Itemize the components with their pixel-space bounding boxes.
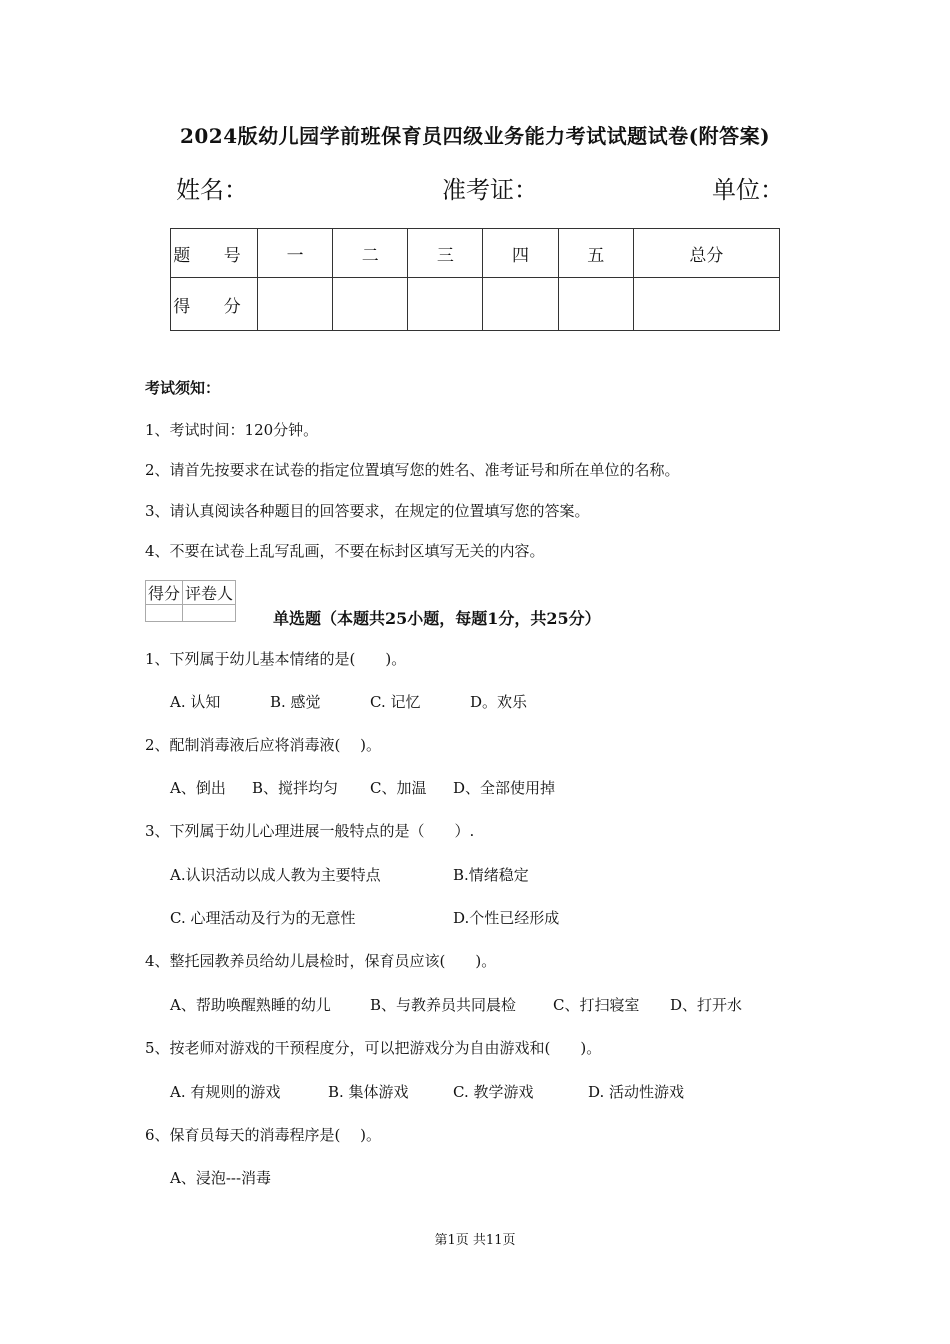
question-option[interactable]: A. 认知 xyxy=(170,693,221,711)
question-option[interactable]: B.情绪稳定 xyxy=(453,866,529,884)
score-table xyxy=(170,228,780,331)
question-option[interactable]: C、加温 xyxy=(370,779,427,797)
grader-box xyxy=(145,580,236,622)
unit-label: 单位： xyxy=(712,176,784,204)
question-stem: 2、配制消毒液后应将消毒液( )。 xyxy=(145,736,382,754)
column-header: 二 xyxy=(333,229,408,278)
question-stem: 5、按老师对游戏的干预程度分，可以把游戏分为自由游戏和( )。 xyxy=(145,1039,602,1057)
column-header: 五 xyxy=(558,229,633,278)
notice-item: 4、不要在试卷上乱写乱画，不要在标封区填写无关的内容。 xyxy=(145,542,545,560)
question-option[interactable]: D。欢乐 xyxy=(470,693,528,711)
question-option[interactable]: B. 感觉 xyxy=(270,693,321,711)
question-option[interactable]: C. 心理活动及行为的无意性 xyxy=(170,909,356,927)
question-stem: 6、保育员每天的消毒程序是( )。 xyxy=(145,1126,382,1144)
score-label-cell: 得 分 xyxy=(171,278,258,331)
question-stem: 3、下列属于幼儿心理进展一般特点的是（ ）. xyxy=(145,822,475,840)
grader-reviewer-cell[interactable] xyxy=(183,605,236,622)
column-header: 总分 xyxy=(633,229,779,278)
question-option[interactable]: A、浸泡---消毒 xyxy=(170,1169,272,1187)
score-cell[interactable] xyxy=(258,278,333,331)
question-option[interactable]: D、打开水 xyxy=(670,996,743,1014)
question-option[interactable]: B、搅拌均匀 xyxy=(252,779,339,797)
header-label-cell: 题 号 xyxy=(171,229,258,278)
question-stem: 1、下列属于幼儿基本情绪的是( )。 xyxy=(145,650,407,668)
question-option[interactable]: B. 集体游戏 xyxy=(328,1083,409,1101)
name-label: 姓名： xyxy=(176,176,248,204)
question-option[interactable]: A. 有规则的游戏 xyxy=(170,1083,281,1101)
question-option[interactable]: B、与教养员共同晨检 xyxy=(370,996,517,1014)
column-header: 三 xyxy=(408,229,483,278)
question-option[interactable]: A、倒出 xyxy=(170,779,226,797)
score-cell[interactable] xyxy=(483,278,558,331)
question-option[interactable]: C. 记忆 xyxy=(370,693,421,711)
question-option[interactable]: A、帮助唤醒熟睡的幼儿 xyxy=(170,996,331,1014)
notice-item: 2、请首先按要求在试卷的指定位置填写您的姓名、准考证号和所在单位的名称。 xyxy=(145,461,680,479)
column-header: 四 xyxy=(483,229,558,278)
question-option[interactable]: A.认识活动以成人教为主要特点 xyxy=(170,866,381,884)
grader-reviewer-label: 评卷人 xyxy=(183,581,236,605)
notice-item: 3、请认真阅读各种题目的回答要求，在规定的位置填写您的答案。 xyxy=(145,502,590,520)
score-table-header-row xyxy=(171,229,780,278)
exam-id-label: 准考证： xyxy=(442,176,538,204)
question-option[interactable]: D. 活动性游戏 xyxy=(588,1083,685,1101)
question-option[interactable]: D、全部使用掉 xyxy=(453,779,556,797)
page-title: 2024版幼儿园学前班保育员四级业务能力考试试题试卷(附答案) xyxy=(179,124,771,148)
candidate-info-row xyxy=(176,170,786,204)
notice-item: 1、考试时间：120分钟。 xyxy=(145,421,319,439)
score-cell[interactable] xyxy=(558,278,633,331)
section-heading: 单选题（本题共25小题，每题1分，共25分） xyxy=(273,609,601,628)
score-cell[interactable] xyxy=(333,278,408,331)
column-header: 一 xyxy=(258,229,333,278)
score-table-score-row xyxy=(171,278,780,331)
grader-score-cell[interactable] xyxy=(146,605,183,622)
score-cell[interactable] xyxy=(633,278,779,331)
score-cell[interactable] xyxy=(408,278,483,331)
question-stem: 4、整托园教养员给幼儿晨检时，保育员应该( )。 xyxy=(145,952,497,970)
page-footer: 第1页 共11页 xyxy=(434,1233,516,1248)
grader-score-label: 得分 xyxy=(146,581,183,605)
notice-heading: 考试须知： xyxy=(145,379,221,397)
question-option[interactable]: C. 教学游戏 xyxy=(453,1083,534,1101)
question-option[interactable]: C、打扫寝室 xyxy=(553,996,640,1014)
question-option[interactable]: D.个性已经形成 xyxy=(453,909,560,927)
